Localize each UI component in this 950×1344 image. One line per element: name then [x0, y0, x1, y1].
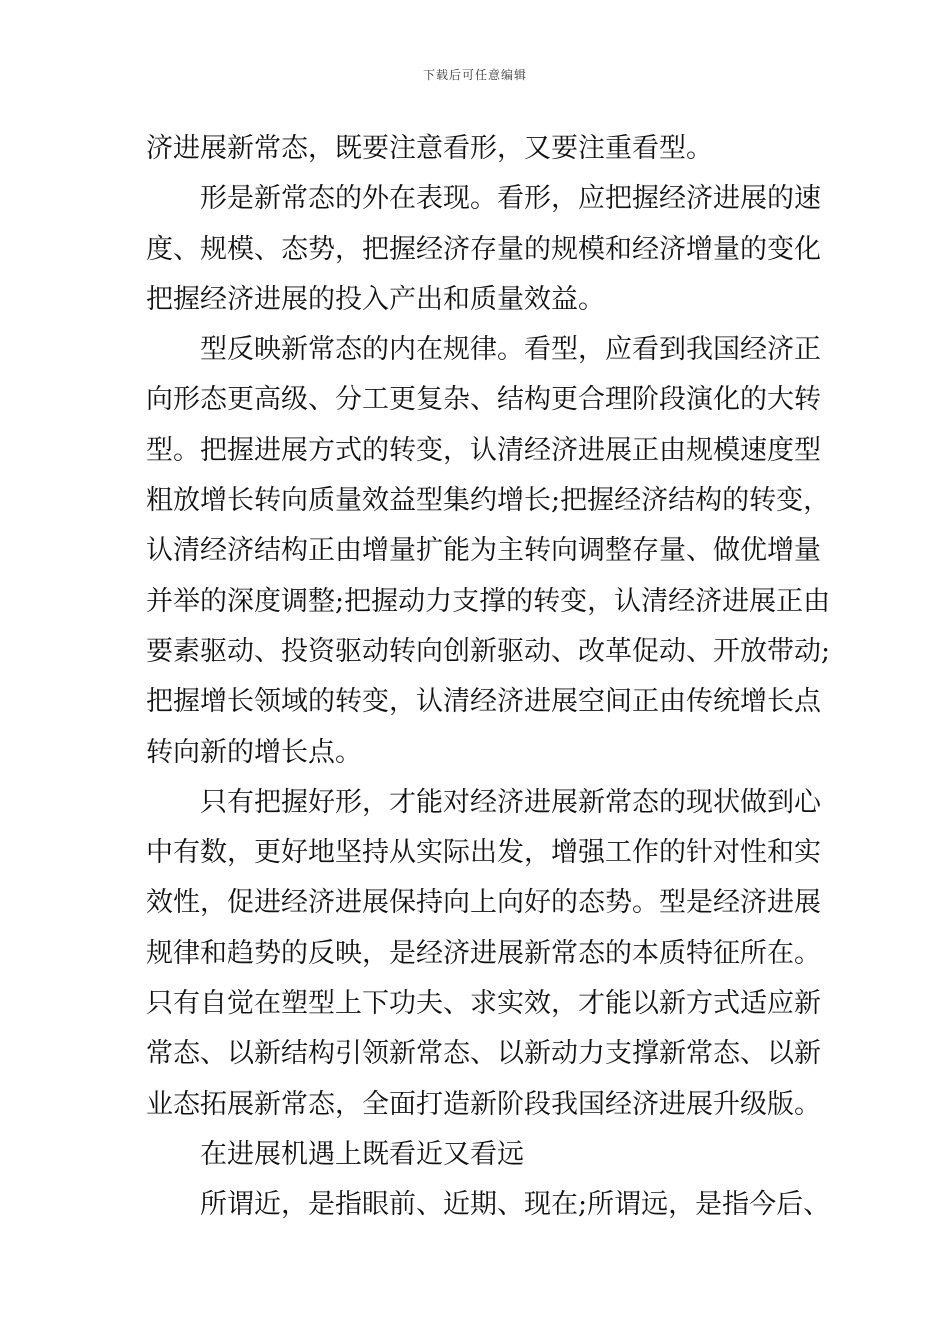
text-line: 把握增长领域的转变，认清经济进展空间正由传统增长点 [146, 686, 821, 718]
paragraph-first-line: 所谓近，是指眼前、近期、现在;所谓远，是指今后、 [200, 1189, 831, 1221]
paragraph-first-line: 形是新常态的外在表现。看形，应把握经济进展的速 [200, 183, 821, 215]
document-body [146, 124, 831, 1231]
text-line: 粗放增长转向质量效益型集约增长;把握经济结构的转变， [146, 485, 831, 517]
text-line: 转向新的增长点。 [146, 736, 362, 768]
paragraph-first-line: 型反映新常态的内在规律。看型，应看到我国经济正 [200, 334, 821, 366]
text-line: 规律和趋势的反映，是经济进展新常态的本质特征所在。 [146, 937, 821, 969]
text-line: 济进展新常态，既要注意看形，又要注重看型。 [146, 133, 713, 164]
text-line: 中有数，更好地坚持从实际出发，增强工作的针对性和实 [146, 837, 821, 869]
text-line: 向形态更高级、分工更复杂、结构更合理阶段演化的大转 [146, 384, 821, 416]
text-line: 要素驱动、投资驱动转向创新驱动、改革促动、开放带动; [146, 635, 831, 667]
text-line: 只有自觉在塑型上下功夫、求实效，才能以新方式适应新 [146, 988, 821, 1020]
text-line: 度、规模、态势，把握经济存量的规模和经济增量的变化 [146, 233, 821, 265]
text-line: 效性，促进经济进展保持向上向好的态势。型是经济进展 [146, 887, 821, 919]
text-line: 把握经济进展的投入产出和质量效益。 [146, 283, 605, 315]
paragraph-first-line: 只有把握好形，才能对经济进展新常态的现状做到心 [200, 786, 821, 818]
text-line: 业态拓展新常态，全面打造新阶段我国经济进展升级版。 [146, 1088, 821, 1120]
page-header: 下载后可任意编辑 [422, 68, 527, 82]
text-line: 认清经济结构正由增量扩能为主转向调整存量、做优增量 [146, 535, 821, 567]
text-line: 常态、以新结构引领新常态、以新动力支撑新常态、以新 [146, 1038, 821, 1070]
text-line: 型。把握进展方式的转变，认清经济进展正由规模速度型 [146, 434, 821, 466]
section-heading: 在进展机遇上既看近又看远 [200, 1138, 524, 1170]
text-line: 并举的深度调整;把握动力支撑的转变，认清经济进展正由 [146, 585, 831, 617]
